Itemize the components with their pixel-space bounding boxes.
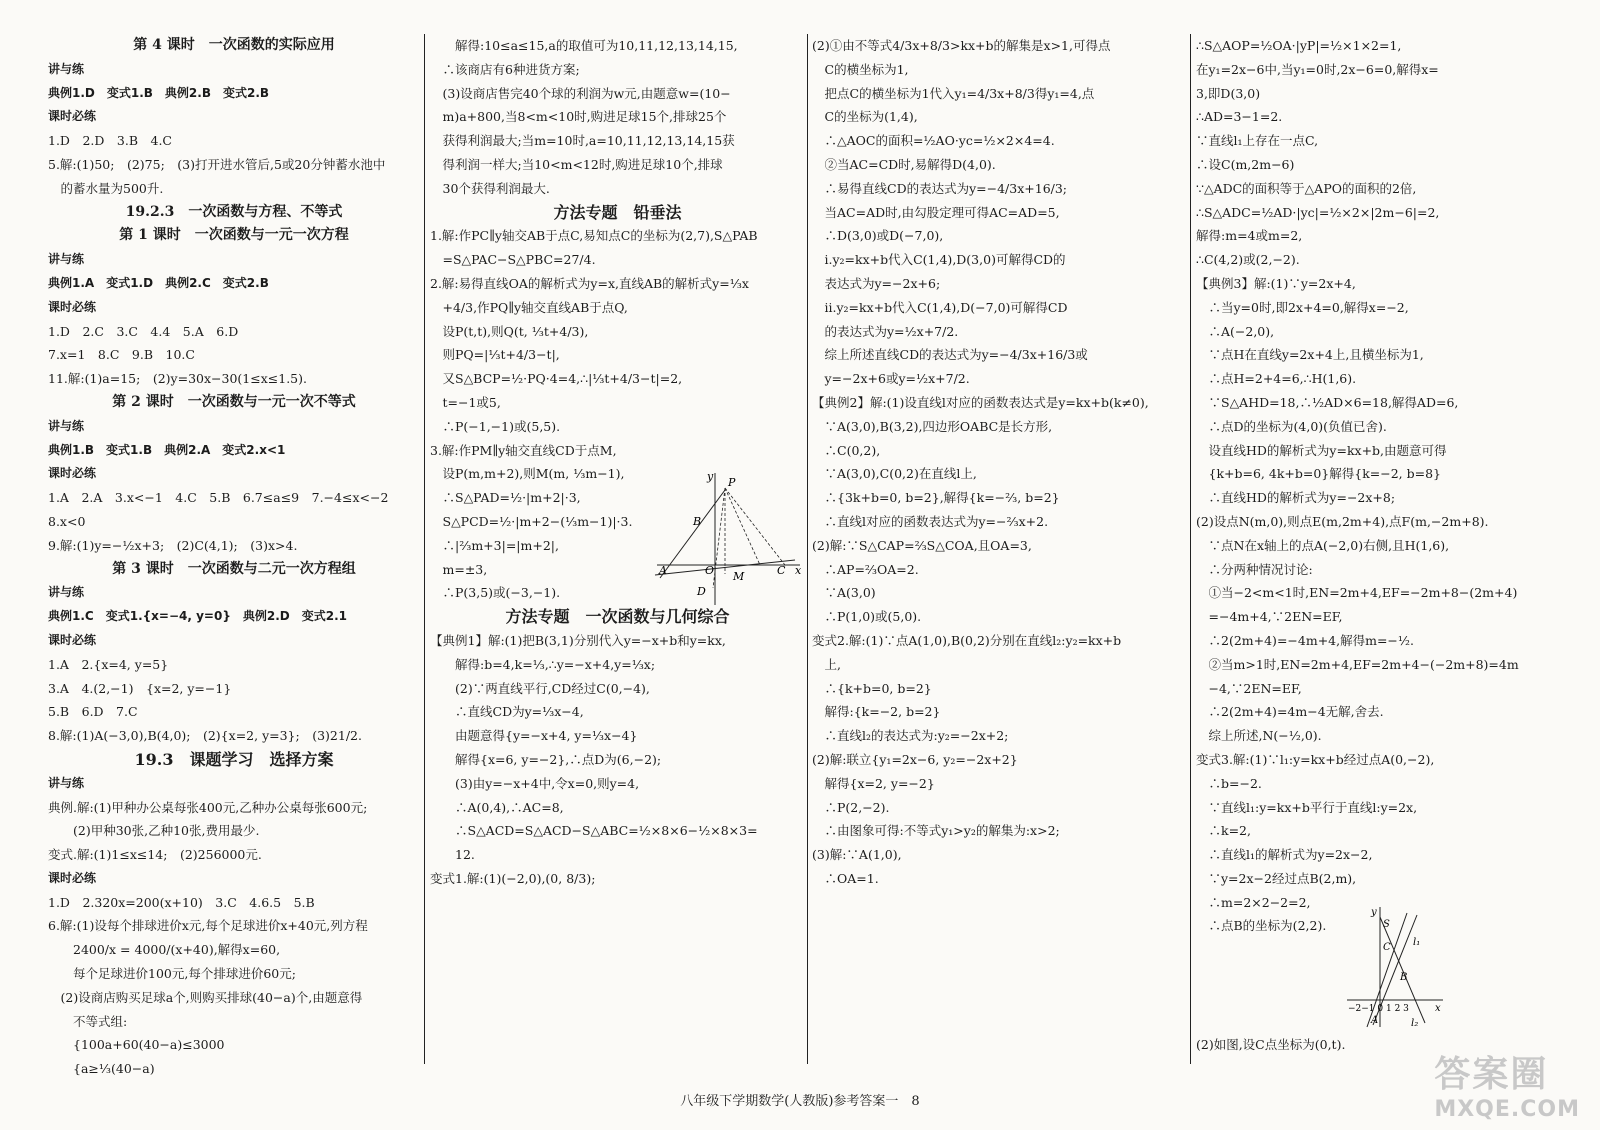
fig1-label-a: A: [659, 564, 667, 577]
answer-line: ∵直线l₁上存在一点C,: [1196, 133, 1319, 149]
answer-line: (3)设商店售完40个球的利润为w元,由题意w=(10−: [430, 85, 731, 101]
answer-line: 解得{x=6, y=−2},∴点D为(6,−2);: [430, 751, 662, 767]
answer-line: ∴直线l₂的表达式为:y₂=−2x+2;: [812, 728, 1009, 744]
answer-label-line: 讲与练: [48, 585, 85, 600]
answer-label-line: 典例1.D 变式1.B 典例2.B 变式2.B: [48, 85, 270, 100]
answer-line: 1.D 2.320x=200(x+10) 3.C 4.6.5 5.B: [48, 894, 315, 910]
fig1-label-x: x: [795, 564, 802, 577]
answer-line: 1.D 2.C 3.C 4.4 5.A 6.D: [48, 323, 239, 339]
answer-label-line: 典例1.A 变式1.D 典例2.C 变式2.B: [48, 275, 269, 290]
answer-label-line: 课时必练: [48, 632, 97, 647]
answer-line: ∵A(3,0): [812, 585, 876, 601]
answer-line: 的蓄水量为500升.: [48, 180, 164, 196]
fig2-label-s: S: [1383, 919, 1390, 930]
answer-line: ∴k=2,: [1196, 823, 1251, 839]
answer-line: C的横坐标为1,: [812, 61, 909, 77]
answer-line: 获得利润最大;当m=10时,a=10,11,12,13,14,15获: [430, 133, 735, 149]
answer-line: y=−2x+6或y=½x+7/2.: [812, 371, 970, 387]
answer-line: (2)①由不等式4/3x+8/3>kx+b的解集是x>1,可得点: [812, 38, 1111, 53]
answer-line: ∴该商店有6种进货方案;: [430, 61, 580, 77]
answer-line: ②当m>1时,EN=2m+4,EF=2m+4−(−2m+8)=4m: [1196, 656, 1519, 672]
fig1-label-y: y: [707, 470, 714, 483]
answer-line: ∴直线CD为y=⅓x−4,: [430, 704, 584, 720]
answer-line: 3.A 4.(2,−1) {x=2, y=−1}: [48, 680, 232, 696]
coordinate-figure-l1-l2: [1345, 905, 1445, 1030]
fig1-label-b: B: [693, 515, 702, 528]
answer-line: =S△PAC−S△PBC=27/4.: [430, 252, 596, 268]
fig1-label-m: M: [733, 570, 745, 583]
answer-line: m=±3,: [430, 561, 488, 577]
answer-label-line: 课时必练: [48, 299, 97, 314]
answer-line: ∴OA=1.: [812, 870, 879, 886]
answer-line: 变式3.解:(1)∵l₁:y=kx+b经过点A(0,−2),: [1196, 751, 1435, 767]
answer-label-line: 讲与练: [48, 252, 85, 267]
answer-label-line: 课时必练: [48, 466, 97, 481]
answer-line: ∴2(2m+4)=4m−4无解,舍去.: [1196, 704, 1384, 720]
answer-line: ∴AP=⅔OA=2.: [812, 561, 919, 577]
answer-line: 表达式为y=−2x+6;: [812, 275, 941, 291]
answer-line: ∴直线l对应的函数表达式为y=−⅔x+2.: [812, 513, 1049, 529]
answer-line: ⅱ.y₂=kx+b代入C(1,4),D(−7,0)可解得CD: [812, 299, 1068, 315]
answer-line: m)a+800,当8<m<10时,购进足球15个,排球25个: [430, 109, 727, 125]
answer-line: +4/3,作PQ∥y轴交直线AB于点Q,: [430, 299, 628, 315]
answer-line: ∴由图象可得:不等式y₁>y₂的解集为:x>2;: [812, 823, 1060, 839]
answer-line: 12.: [430, 847, 475, 863]
answer-line: 1.A 2.A 3.x<−1 4.C 5.B 6.7≤a≤9 7.−4≤x<−2: [48, 490, 389, 506]
answer-line: 3.解:作PM∥y轴交直线CD于点M,: [430, 442, 617, 458]
answer-label-line: 典例1.C 变式1.{x=−4, y=0} 典例2.D 变式2.1: [48, 609, 347, 624]
page-footer: 八年级下学期数学(人教版)参考答案一 8: [680, 1094, 920, 1109]
column-1: [48, 34, 420, 1077]
answer-line: 5.解:(1)50; (2)75; (3)打开进水管后,5或20分钟蓄水池中: [48, 156, 386, 172]
answer-line: 综上所述直线CD的表达式为y=−4/3x+16/3或: [812, 347, 1088, 363]
section-heading: 第 2 课时 一次函数与一元一次不等式: [112, 393, 356, 410]
answer-line: ∴|⅔m+3|=|m+2|,: [430, 537, 559, 553]
fig2-label-y: y: [1371, 907, 1377, 918]
answer-line: 2.解:易得直线OA的解析式为y=x,直线AB的解析式y=⅓x: [430, 275, 749, 291]
answer-line: 把点C的横坐标为1代入y₁=4/3x+8/3得y₁=4,点: [812, 85, 1095, 101]
answer-line: ∴P(2,−2).: [812, 799, 890, 815]
answer-line: −4,∵2EN=EF,: [1196, 680, 1302, 696]
answer-line: ∴点H=2+4=6,∴H(1,6).: [1196, 371, 1357, 387]
fig1-label-p: P: [728, 476, 736, 489]
answer-label-line: 课时必练: [48, 109, 97, 124]
answer-line: 在y₁=2x−6中,当y₁=0时,2x−6=0,解得x=: [1196, 61, 1439, 77]
answer-line: 设直线HD的解析式为y=kx+b,由题意可得: [1196, 442, 1447, 458]
answer-line: 【典例1】解:(1)把B(3,1)分别代入y=−x+b和y=kx,: [430, 632, 726, 648]
answer-line: 解得:m=4或m=2,: [1196, 228, 1303, 244]
fig1-label-o: O: [705, 564, 715, 577]
answer-line: 7.x=1 8.C 9.B 10.C: [48, 347, 195, 363]
answer-label-line: 讲与练: [48, 775, 85, 790]
answer-line: ∴b=−2.: [1196, 775, 1262, 791]
answer-line: ∵直线l₁:y=kx+b平行于直线l:y=2x,: [1196, 799, 1418, 815]
answer-line: 由题意得{y=−x+4, y=⅓x−4}: [430, 728, 638, 744]
answer-line: ∴点D的坐标为(4,0)(负值已舍).: [1196, 418, 1387, 434]
answer-line: ∴D(3,0)或D(−7,0),: [812, 228, 944, 244]
answer-line: ∴S△ADC=½AD·|yc|=½×2×|2m−6|=2,: [1196, 204, 1440, 220]
answer-line: (3)解:∵A(1,0),: [812, 847, 902, 863]
fig2-label-a: A: [1371, 1015, 1379, 1026]
answer-line: 又S△BCP=½·PQ·4=4,∴|⅓t+4/3−t|=2,: [430, 371, 683, 387]
fig2-tick-labels: −2−1 0 1 2 3: [1348, 1004, 1409, 1014]
answer-line: ∴P(1,0)或(5,0).: [812, 609, 922, 625]
answer-line: ①当−2<m<1时,EN=2m+4,EF=−2m+8−(2m+4): [1196, 585, 1518, 601]
answer-line: 得利润一样大;当10<m<12时,购进足球10个,排球: [430, 156, 723, 172]
answer-line: (2)设点N(m,0),则点E(m,2m+4),点F(m,−2m+8).: [1196, 513, 1489, 529]
answer-line: ∴C(0,2),: [812, 442, 881, 458]
answer-line: ∴P(3,5)或(−3,−1).: [430, 585, 561, 601]
section-heading: 第 3 课时 一次函数与二元一次方程组: [112, 560, 356, 577]
answer-line: C的坐标为(1,4),: [812, 109, 918, 125]
answer-line: 每个足球进价100元,每个排球进价60元;: [48, 966, 296, 982]
answer-line: 变式1.解:(1)(−2,0),(0, 8/3);: [430, 870, 596, 886]
fig1-label-c: C: [777, 564, 786, 577]
column-divider: [807, 34, 808, 1064]
answer-line: ∴P(−1,−1)或(5,5).: [430, 418, 561, 434]
answer-line: 8.解:(1)A(−3,0),B(4,0); (2){x=2, y=3}; (3)21/2.: [48, 728, 362, 744]
answer-line: 典例.解:(1)甲种办公桌每张400元,乙种办公桌每张600元;: [48, 799, 368, 815]
answer-line: 11.解:(1)a=15; (2)y=30x−30(1≤x≤1.5).: [48, 371, 307, 387]
answer-line: t=−1或5,: [430, 394, 501, 410]
answer-line: ∵点N在x轴上的点A(−2,0)右侧,且H(1,6),: [1196, 537, 1450, 553]
answer-line: 的表达式为y=½x+7/2.: [812, 323, 959, 339]
answer-line: (2)∵两直线平行,CD经过C(0,−4),: [430, 680, 650, 696]
answer-line: 变式2.解:(1)∵点A(1,0),B(0,2)分别在直线l₂:y₂=kx+b: [812, 632, 1122, 648]
answer-line: ∵点H在直线y=2x+4上,且横坐标为1,: [1196, 347, 1424, 363]
fig2-label-l2: l₂: [1411, 1018, 1419, 1029]
answer-line: (2)如图,设C点坐标为(0,t).: [1196, 1037, 1346, 1053]
answer-line: 变式.解:(1)1≤x≤14; (2)256000元.: [48, 847, 262, 863]
answer-line: 当AC=AD时,由勾股定理可得AC=AD=5,: [812, 204, 1060, 220]
answer-line: 解得:{k=−2, b=2}: [812, 704, 941, 720]
answer-line: ⅰ.y₂=kx+b代入C(1,4),D(3,0)可解得CD的: [812, 252, 1066, 268]
answer-line: 则PQ=|⅓t+4/3−t|,: [430, 347, 560, 363]
answer-line: 设P(t,t),则Q(t, ⅓t+4/3),: [430, 323, 589, 339]
answer-line: (2)解:∵S△CAP=⅔S△COA,且OA=3,: [812, 537, 1032, 553]
answer-line: ∴点B的坐标为(2,2).: [1196, 918, 1327, 934]
answer-line: ∵y=2x−2经过点B(2,m),: [1196, 870, 1357, 886]
answer-line: 3,即D(3,0): [1196, 85, 1261, 101]
coordinate-figure-pcd: [655, 470, 805, 610]
section-heading: 方法专题 一次函数与几何综合: [505, 607, 730, 627]
answer-line: 1.解:作PC∥y轴交AB于点C,易知点C的坐标为(2,7),S△PAB: [430, 228, 758, 244]
answer-line: ②当AC=CD时,易解得D(4,0).: [812, 156, 996, 172]
answer-line: ∵A(3,0),C(0,2)在直线l上,: [812, 466, 977, 482]
answer-label-line: 典例1.B 变式1.B 典例2.A 变式2.x<1: [48, 442, 286, 457]
answer-line: (2)设商店购买足球a个,则购买排球(40−a)个,由题意得: [48, 989, 363, 1005]
answer-line: ∴S△ACD=S△ACD−S△ABC=½×8×6−½×8×3=: [430, 823, 758, 839]
answer-line: ∵S△AHD=18,∴½AD×6=18,解得AD=6,: [1196, 394, 1459, 410]
answer-line: ∴△AOC的面积=½AO·yc=½×2×4=4.: [812, 133, 1055, 149]
answer-line: =−4m+4,∵2EN=EF,: [1196, 609, 1343, 625]
answer-line: ∴设C(m,2m−6): [1196, 156, 1295, 172]
answer-line: ∴S△AOP=½OA·|yP|=½×1×2=1,: [1196, 38, 1402, 53]
answer-line: 综上所述,N(−½,0).: [1196, 728, 1322, 744]
answer-line: 解得:10≤a≤15,a的取值可为10,11,12,13,14,15,: [430, 38, 738, 53]
answer-line: (3)由y=−x+4中,令x=0,则y=4,: [430, 775, 640, 791]
answer-line: S△PCD=½·|m+2−(⅓m−1)|·3.: [430, 513, 633, 529]
answer-line: ∴直线l₁的解析式为y=2x−2,: [1196, 847, 1373, 863]
answer-line: 1.D 2.D 3.B 4.C: [48, 133, 172, 149]
answer-line: 30个获得利润最大.: [430, 180, 550, 196]
answer-line: ∴当y=0时,即2x+4=0,解得x=−2,: [1196, 299, 1409, 315]
answer-line: (2)解:联立{y₁=2x−6, y₂=−2x+2}: [812, 751, 1018, 767]
column-divider: [1190, 34, 1191, 1064]
answer-line: ∵△ADC的面积等于△APO的面积的2倍,: [1196, 180, 1417, 196]
answer-line: 6.解:(1)设每个排球进价x元,每个足球进价x+40元,列方程: [48, 918, 368, 934]
answer-line: 5.B 6.D 7.C: [48, 704, 138, 720]
answer-line: {100a+60(40−a)≤3000: [48, 1037, 225, 1053]
answer-line: ∴2(2m+4)=−4m+4,解得m=−½.: [1196, 632, 1414, 648]
answer-line: 解得:b=4,k=⅓,∴y=−x+4,y=⅓x;: [430, 656, 656, 672]
section-heading: 19.2.3 一次函数与方程、不等式: [125, 203, 343, 220]
answer-line: 不等式组:: [48, 1013, 128, 1029]
watermark-logo: 答案圈: [1434, 1054, 1549, 1095]
answer-line: ∴A(0,4),∴AC=8,: [430, 799, 564, 815]
fig2-label-b: B: [1400, 972, 1408, 983]
fig2-label-x: x: [1435, 1003, 1441, 1014]
answer-line: 【典例2】解:(1)设直线l对应的函数表达式是y=kx+b(k≠0),: [812, 394, 1149, 410]
answer-line: 上,: [812, 656, 841, 672]
fig2-label-l1: l₁: [1413, 937, 1421, 948]
answer-line: 【典例3】解:(1)∵y=2x+4,: [1196, 275, 1356, 291]
answer-line: {k+b=6, 4k+b=0}解得{k=−2, b=8}: [1196, 466, 1442, 482]
section-heading: 第 4 课时 一次函数的实际应用: [133, 37, 335, 53]
answer-label-line: 讲与练: [48, 418, 85, 433]
answer-line: 1.A 2.{x=4, y=5}: [48, 656, 169, 672]
answer-label-line: 课时必练: [48, 870, 97, 885]
answer-line: ∵A(3,0),B(3,2),四边形OABC是长方形,: [812, 418, 1053, 434]
answer-line: 2400/x = 4000/(x+40),解得x=60,: [48, 942, 281, 958]
watermark-url: MXQE.COM: [1434, 1097, 1580, 1122]
answer-line: ∴易得直线CD的表达式为y=−4/3x+16/3;: [812, 180, 1068, 196]
answer-line: 8.x<0: [48, 513, 86, 529]
section-heading: 19.3 课题学习 选择方案: [134, 749, 334, 769]
answer-line: ∴m=2×2−2=2,: [1196, 894, 1311, 910]
answer-line: ∴A(−2,0),: [1196, 323, 1275, 339]
fig2-label-c: C: [1383, 942, 1391, 953]
column-divider: [424, 34, 425, 1064]
section-heading: 方法专题 铅垂法: [553, 202, 682, 222]
answer-line: {a≥⅓(40−a): [48, 1061, 155, 1077]
fig1-label-d: D: [697, 585, 706, 598]
answer-line: (2)甲种30张,乙种10张,费用最少.: [48, 823, 260, 839]
answer-line: ∴C(4,2)或(2,−2).: [1196, 252, 1300, 268]
answer-line: ∴S△PAD=½·|m+2|·3,: [430, 490, 581, 506]
answer-line: 9.解:(1)y=−½x+3; (2)C(4,1); (3)x>4.: [48, 537, 298, 553]
column-3: [812, 34, 1187, 1064]
watermark: [1434, 1046, 1580, 1122]
answer-label-line: 讲与练: [48, 61, 85, 76]
answer-line: ∴{k+b=0, b=2}: [812, 680, 932, 696]
answer-line: ∴{3k+b=0, b=2},解得{k=−⅔, b=2}: [812, 490, 1060, 506]
answer-line: 设P(m,m+2),则M(m, ⅓m−1),: [430, 466, 625, 482]
answer-line: 解得{x=2, y=−2}: [812, 775, 935, 791]
answer-line: ∴AD=3−1=2.: [1196, 109, 1283, 125]
section-heading: 第 1 课时 一次函数与一元一次方程: [119, 227, 349, 244]
answer-line: ∴分两种情况讨论:: [1196, 561, 1313, 577]
answer-line: ∴直线HD的解析式为y=−2x+8;: [1196, 490, 1396, 506]
